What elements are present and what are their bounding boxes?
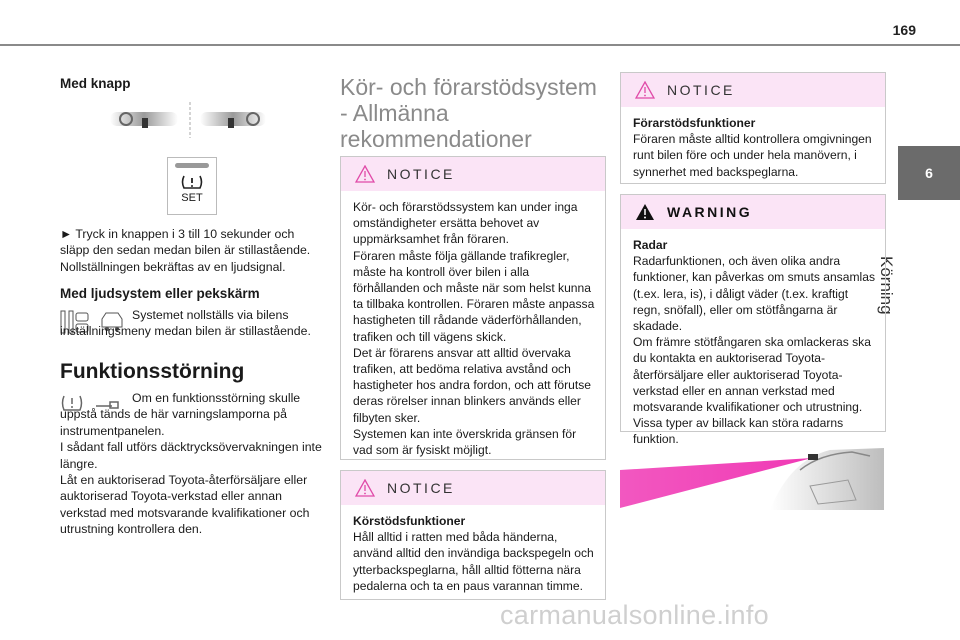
radar-illustration [620,440,884,512]
warning-header [621,195,885,229]
set-label: SET [181,192,203,204]
warning-box [620,194,886,447]
steering-wheel-illustration [108,100,268,140]
chapter-tab[interactable]: 6 [898,146,960,200]
instruction-text: ► Tryck in knappen i 3 till 10 sekunder och släpp den sedan medan bilen är stillastående. Nollställningen bekräftas av en ljudsignal. [60,227,311,274]
notice-heading: Förarstödsfunktioner [633,116,756,130]
notice-box-3 [620,72,886,184]
warning-label: WARNING [667,204,753,220]
notice-box-2 [340,470,606,600]
heading-fault: Funktionsstörning [60,360,245,383]
notice-label: NOTICE [667,82,735,98]
page-number: 169 [892,22,916,38]
heading-button: Med knapp [60,76,131,91]
chapter-label: Körning [877,256,896,315]
heading-audio: Med ljudsystem eller pekskärm [60,286,260,301]
section-title: Kör- och förarstödsystem - Allmänna rekommendationer [340,74,597,152]
notice-text: Håll alltid i ratten med båda händerna, använd alltid den invändiga backspegeln och ytterbackspeglarna, håll alltid fötterna nära pedalerna och ta en paus varannan timme. [353,530,594,593]
set-button-icon [167,157,217,215]
notice-header [341,471,605,505]
watermark: carmanualsonline.info [500,600,769,630]
warning-icon [635,203,655,221]
caution-icon [635,81,655,99]
notice-text: Kör- och förarstödssystem kan under inga omständigheter ersätta behovet av uppmärksamhet från föraren. Föraren måste följa gällande trafikregler, måste ha kontroll över bilen i alla förhållanden och måste när som helst kunna ta tillbaka kontrollen. Föraren måste anpassa hastigheten till rådande väderförhållanden, trafiken och till vägens skick. Det är förarens ansvar att alltid övervaka trafiken, att bedöma relativa avstånd och hastigheter hos andra fordon, och att förutse deras rörelser innan blinkers används eller filbyten sker. Systemen kan inte överskrida gränsen för vad som är fysiskt möjligt. [353,200,595,458]
fault-text: Om en funktionsstörning skulle uppstå tänds de här varningslamporna på instrumentpanelen. I sådant fall utförs däcktrycksövervakningen inte längre. Låt en auktoriserad Toyota-återförsäljare eller auktoriserad Toyota-verkstad eller annan verkstad med motsvarande kvalifikationer och utrustning kontrollera den. [60,391,322,537]
caution-icon [355,479,375,497]
warning-text: Radarfunktionen, och även olika andra funktioner, kan påverkas om smuts ansamlas (t.ex. lera, is), i dåligt väder (t.ex. kraftigt regn, snöfall), eller om stötfångarna är skadade. Om främre stötfångaren ska omlackeras ska du kontakta en auktoriserad Toyota-återförsäljare eller auktoriserad Toyota-verkstad eller en annan verkstad med motsvarande kvalifikationer och utrustning. Vissa typer av billack kan störa radarns funktion. [633,254,875,447]
notice-box-1 [340,156,606,460]
notice-label: NOTICE [387,166,455,182]
notice-header [341,157,605,191]
notice-text: Föraren måste alltid kontrollera omgivningen runt bilen före och under hela manövern, i synnerhet med backspeglarna. [633,132,872,179]
notice-label: NOTICE [387,480,455,496]
audio-text: Systemet nollställs via bilens inställningsmeny medan bilen är stillastående. [60,308,311,339]
notice-header [621,73,885,107]
notice-heading: Körstödsfunktioner [353,514,466,528]
header-rule [0,44,960,46]
caution-icon [355,165,375,183]
warning-heading: Radar [633,238,668,252]
